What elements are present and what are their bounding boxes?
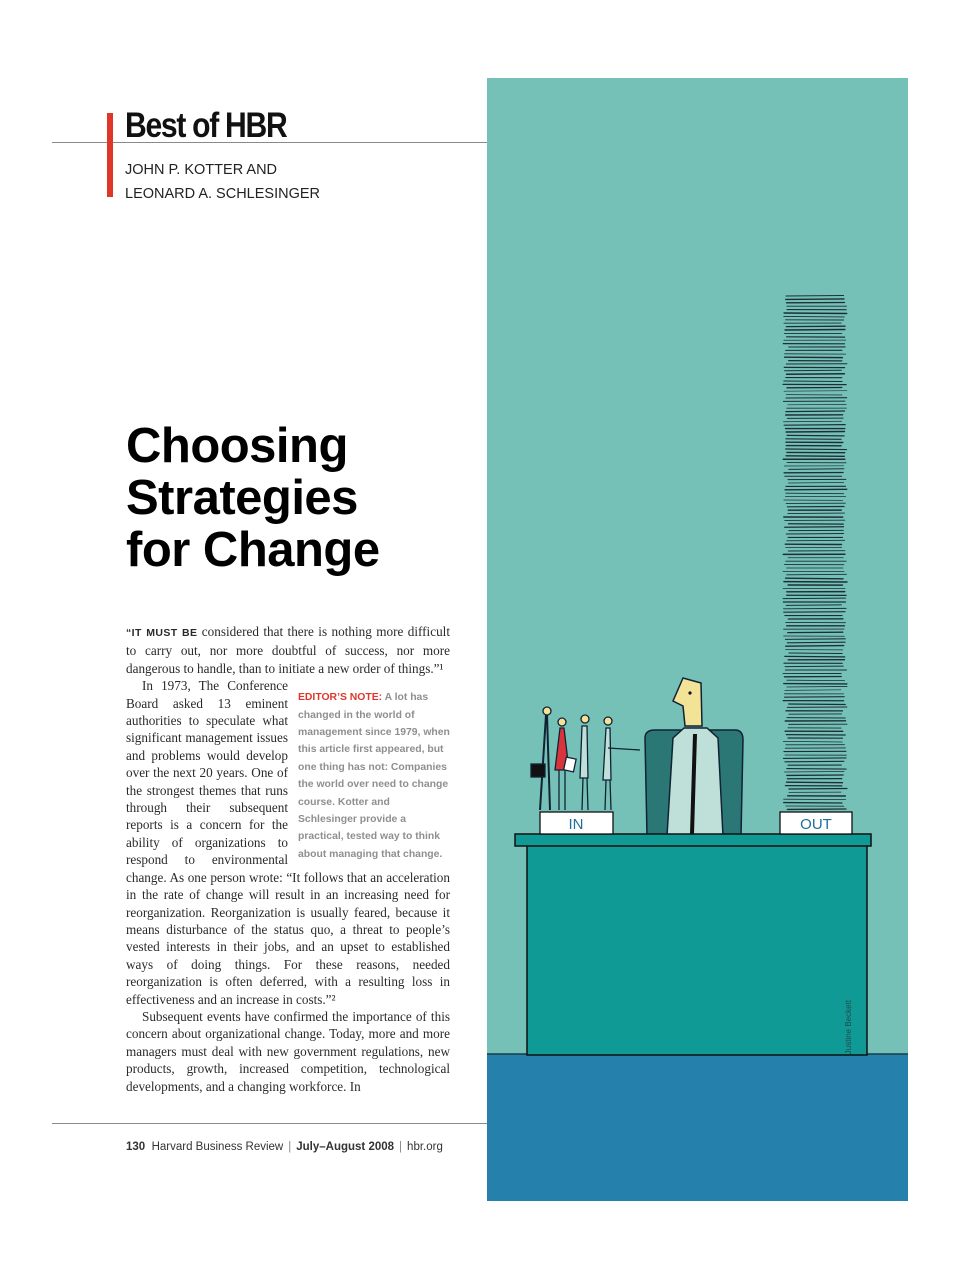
paper-sheet — [788, 513, 845, 514]
editors-note — [298, 689, 450, 863]
paper-sheet — [784, 421, 842, 422]
paragraph-1 — [126, 623, 450, 677]
headline-line-2: Strategies — [126, 471, 358, 525]
paper-sheet — [787, 374, 845, 375]
paper-sheet — [784, 313, 847, 314]
headline-line-1: Choosing — [126, 419, 348, 473]
author-line-1: JOHN P. KOTTER AND — [125, 162, 278, 178]
paper-sheet — [787, 574, 847, 575]
page-number: 130 — [126, 1141, 146, 1153]
paper-sheet — [787, 782, 843, 783]
section-accent-bar — [107, 113, 113, 197]
paper-sheet — [785, 639, 845, 640]
paper-sheet — [789, 789, 847, 790]
author-line-2: LEONARD A. SCHLESINGER — [125, 186, 320, 202]
author-byline — [125, 158, 320, 206]
paragraph-1-text: considered that there is nothing more difficult to carry out, nor more doubtful of success, nor more dangerous to handle, than to initiate a new order of things.”¹ — [126, 624, 450, 676]
paper-sheet — [786, 605, 841, 606]
paper-sheet — [789, 704, 846, 705]
paper-sheet — [789, 653, 842, 654]
floor — [487, 1054, 908, 1201]
paper-sheet — [789, 469, 844, 470]
issue-date: July–August 2008 — [296, 1141, 395, 1153]
paper-sheet — [787, 642, 845, 643]
article-body — [126, 623, 450, 1095]
paper-sheet — [785, 656, 845, 657]
paper-sheet — [787, 769, 846, 770]
paragraph-3: Subsequent events have confirmed the importance of this concern about organizational change. Today, more and more managers must deal with new government regulations, new products, growth, increased competition, technological developments, and a changing workforce. In — [126, 1008, 450, 1094]
paper-sheet — [787, 540, 845, 541]
paper-sheet — [786, 299, 844, 300]
paper-sheet — [785, 330, 845, 331]
paper-sheet — [785, 697, 845, 698]
paper-sheet — [786, 296, 844, 297]
paper-sheet — [785, 370, 842, 371]
footer-rule — [52, 1123, 488, 1124]
paper-sheet — [786, 646, 844, 647]
paper-sheet — [786, 449, 847, 450]
in-tray-label: IN — [568, 816, 584, 833]
paragraph-2: In 1973, The Conference Board asked 13 eminent authorities to speculate what significant management issues and problems would develop over the next 20 years. One of the strongest themes that runs through their subsequent reports is a concern for the ability of organizations to respond to environmental change. As one person wrote: “It follows that an acceleration in the rate of change will result in an increasing need for reorganization. Reorganization is usually feared, because it means disturbance of the status quo, a threat to people’s vested interests in their jobs, and an upset to established ways of doing things. For these reasons, needed reorganization is often deferred, with a resulting loss in effectiveness and an increase in costs.”² — [126, 678, 450, 1007]
editors-note-text: A lot has changed in the world of management since 1979, when this article first appeared, but one thing has not: Companies the world over need to change course. Kotter and Schlesinger provide a practical, tested way to think about managing that change. — [298, 692, 450, 860]
illustrator-credit: Justine Beckett — [844, 1000, 853, 1055]
headline-line-3: for Change — [126, 523, 380, 577]
section-title: Best of HBR — [125, 106, 287, 145]
paper-sheet — [784, 381, 842, 382]
publication-name: Harvard Business Review — [151, 1141, 284, 1153]
paper-sheet — [784, 391, 847, 392]
paper-sheet — [784, 612, 845, 613]
paper-sheet — [786, 578, 843, 579]
editors-note-label: EDITOR’S NOTE: — [298, 692, 383, 704]
paper-sheet — [785, 761, 844, 762]
paper-sheet — [783, 598, 845, 599]
desk-top — [515, 834, 871, 846]
paper-sheet — [783, 758, 846, 759]
paper-sheet — [786, 411, 845, 412]
desk — [527, 845, 867, 1055]
paper-sheet — [788, 483, 843, 484]
paper-sheet — [787, 686, 847, 687]
paper-sheet — [786, 493, 844, 494]
website-url: hbr.org — [407, 1141, 443, 1153]
out-tray-label: OUT — [800, 816, 832, 833]
paper-sheet — [786, 432, 844, 433]
paper-sheet — [786, 534, 843, 535]
article-headline — [126, 420, 380, 576]
paper-sheet — [787, 435, 844, 436]
page-footer: 130 Harvard Business Review | July–August 2008 | hbr.org — [126, 1141, 443, 1153]
paper-sheet — [785, 772, 845, 773]
paper-sheet — [785, 666, 843, 667]
paper-sheet — [784, 425, 845, 426]
paper-sheet — [786, 456, 844, 457]
lead-in: “IT MUST BE — [126, 627, 198, 639]
paper-sheet — [784, 316, 845, 317]
paper-sheet — [786, 439, 841, 440]
paper-sheet — [785, 489, 847, 490]
